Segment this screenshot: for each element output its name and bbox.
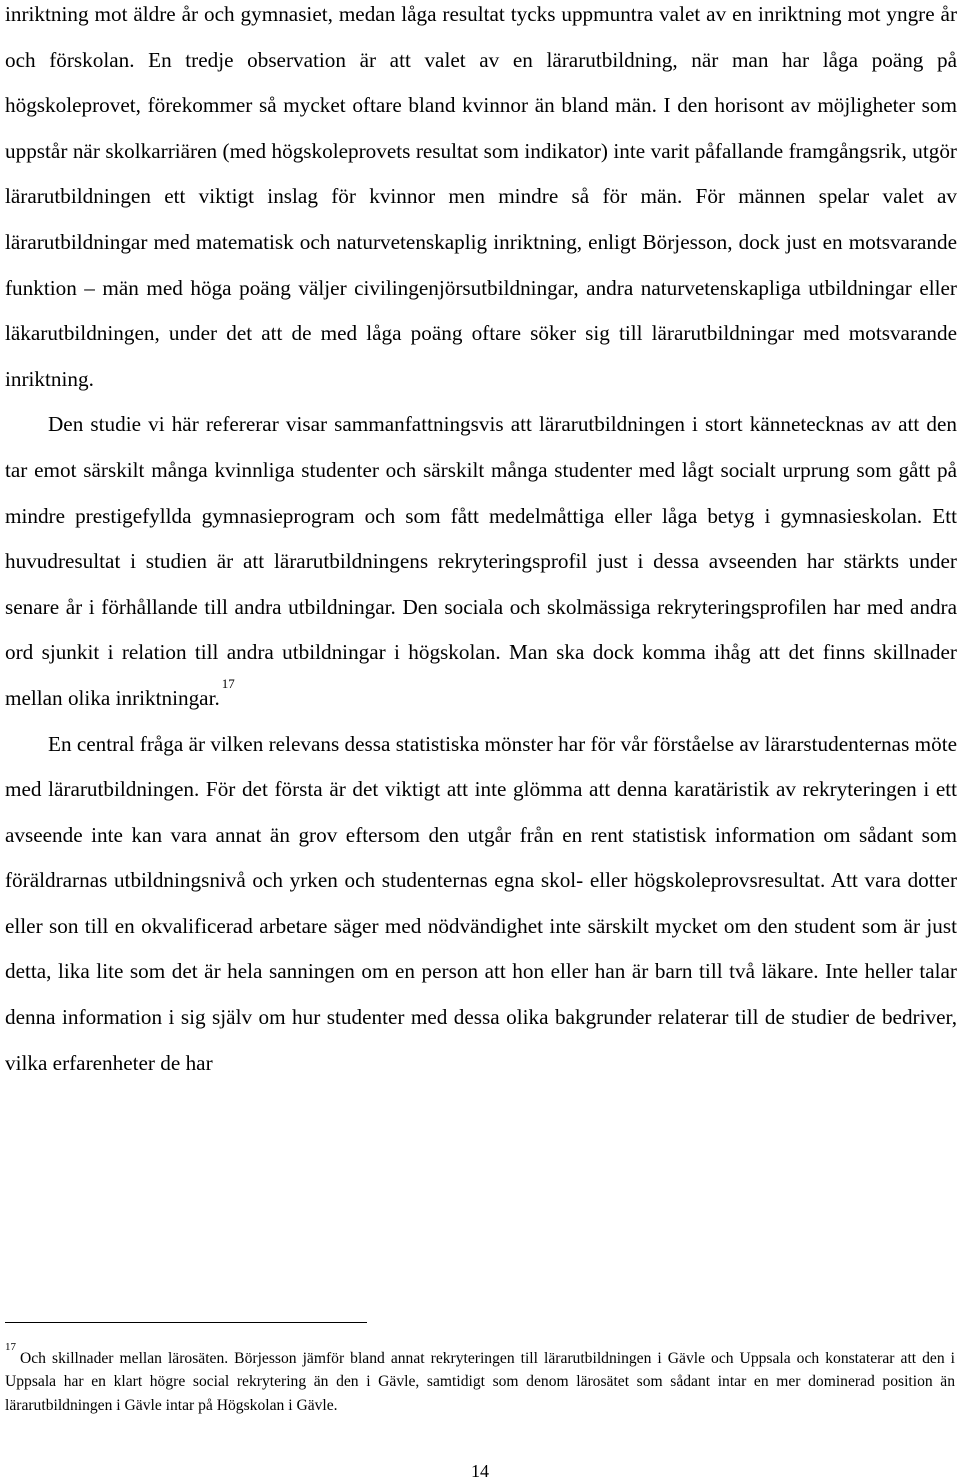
paragraph-2-text: Den studie vi här refererar visar sammanfattningsvis att lärarutbildningen i stort kännetecknas av att den tar emot särskilt många kvinnliga studenter och särskilt många studenter med lågt socialt urprung som gått på mindre prestigefyllda gymnasieprogram och som fått medelmåttiga eller låga betyg i gymnasieskolan. Ett huvudresultat i studien är att lärarutbildningens rekryteringsprofil just i dessa avseenden har stärkts under senare år i förhållande till andra utbildningar. Den sociala och skolmässiga rekryteringsprofilen har med andra ord sjunkit i relation till andra utbildningar i högskolan. Man ska dock komma ihåg att det finns skillnader mellan olika inriktningar. bbox=[5, 412, 957, 710]
body-text bbox=[5, 0, 957, 1086]
footnote-text: Och skillnader mellan lärosäten. Börjesson jämför bland annat rekryteringen till lärarutbildningen i Gävle och Uppsala och konstaterar att den i Uppsala har en klart högre social rekrytering än den i Gävle, samtidigt som denom lärosätet som sådant intar en mer dominerad position än lärarutbildningen i Gävle intar på Högskolan i Gävle. bbox=[5, 1350, 955, 1414]
paragraph-2 bbox=[5, 402, 957, 721]
footnote-reference[interactable]: 17 bbox=[221, 675, 235, 691]
paragraph-3-text: En central fråga är vilken relevans dessa statistiska mönster har för vår förståelse av lärarstudenternas möte med lärarutbildningen. För det första är det viktigt att inte glömma att denna karatäristik av rekryteringen i ett avseende inte kan vara annat än grov eftersom den utgår från en rent statistisk information om sådant som föräldrarnas utbildningsnivå och yrken och studenternas egna skol- eller högskoleprovsresultat. Att vara dotter eller son till en okvalificerad arbetare säger med nödvändighet inte särskilt mycket om den student som är just detta, lika lite som det är hela sanningen om en person att hon eller han är barn till två läkare. Inte heller talar denna information i sig själv om hur studenter med dessa olika bakgrunder relaterar till de studier de bedriver, vilka erfarenheter de har bbox=[5, 731, 957, 1075]
footnote-separator bbox=[5, 1322, 367, 1323]
page-number: 14 bbox=[471, 1461, 489, 1481]
footnote-paragraph bbox=[5, 1340, 955, 1417]
footnote-number: 17 bbox=[5, 1340, 16, 1353]
paragraph-1-text: inriktning mot äldre år och gymnasiet, medan låga resultat tycks uppmuntra valet av en inriktning mot yngre år och förskolan. En tredje observation är att valet av en lärarutbildning, när man har låga poäng på högskoleprovet, förekommer så mycket oftare bland kvinnor än bland män. I den horisont av möjligheter som uppstår när skolkarriären (med högskoleprovets resultat som indikator) inte varit påfallande framgångsrik, utgör lärarutbildningen ett viktigt inslag för kvinnor men mindre så för män. För männen spelar valet av lärarutbildningar med matematisk och naturvetenskaplig inriktning, enligt Börjesson, dock just en motsvarande funktion – män med höga poäng väljer civilingenjörsutbildningar, andra naturvetenskapliga utbildningar eller läkarutbildningen, under det att de med låga poäng oftare söker sig till lärarutbildningar med motsvarande inriktning. bbox=[5, 2, 957, 391]
paragraph-3 bbox=[5, 722, 957, 1087]
paragraph-1 bbox=[5, 0, 957, 402]
footnote bbox=[5, 1340, 955, 1417]
